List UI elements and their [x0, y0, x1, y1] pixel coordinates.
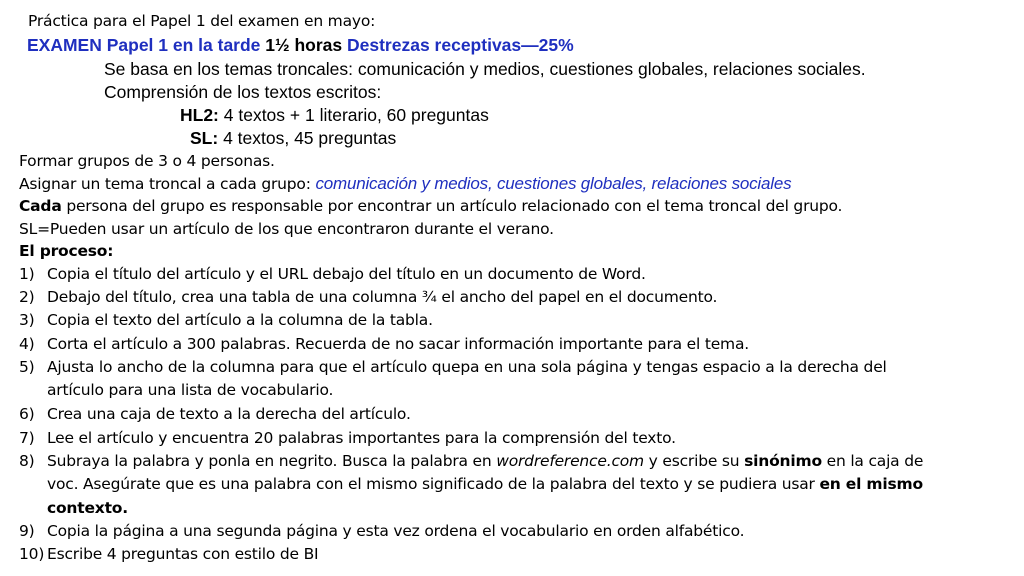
step-number: 3) [19, 311, 35, 329]
assign-topics: comunicación y medios, cuestiones globales, relaciones sociales [315, 174, 792, 193]
step-10 [19, 543, 318, 566]
sl-line [190, 127, 396, 150]
exam-title-duration: 1½ horas [265, 35, 347, 55]
mismo-bold: en el mismo [819, 475, 923, 493]
step-text: Crea una caja de texto a la derecha del artículo. [47, 405, 411, 423]
step-5 [19, 356, 887, 379]
step-number: 5) [19, 358, 35, 376]
cada-rest: persona del grupo es responsable por encontrar un artículo relacionado con el tema troncal del grupo. [61, 197, 843, 215]
step-2 [19, 286, 717, 309]
step-number: 8) [19, 452, 35, 470]
cada-line [19, 195, 842, 218]
step-text: voc. Asegúrate que es una palabra con el mismo significado de la palabra del texto y se pudiera usar [47, 475, 820, 493]
step-text: Copia el título del artículo y el URL debajo del título en un documento de Word. [47, 265, 646, 283]
step-7 [19, 427, 676, 450]
exam-title-part1: EXAMEN Papel 1 en la tarde [27, 35, 266, 55]
step-3 [19, 309, 433, 332]
step-text: Subraya la palabra y ponla en negrito. Busca la palabra en [47, 452, 497, 470]
step-text: Lee el artículo y encuentra 20 palabras importantes para la comprensión del texto. [47, 429, 676, 447]
sl-note: SL=Pueden usar un artículo de los que encontraron durante el verano. [19, 220, 554, 238]
cada-bold: Cada [19, 197, 62, 215]
comprehension-line: Comprensión de los textos escritos: [104, 82, 382, 102]
step-6 [19, 403, 411, 426]
sl-label: SL: [190, 128, 219, 148]
step-1 [19, 263, 646, 286]
exam-title-skills: Destrezas receptivas—25% [347, 35, 574, 55]
step-text: Corta el artículo a 300 palabras. Recuerda de no sacar información importante para el tema. [47, 335, 749, 353]
practice-line: Práctica para el Papel 1 del examen en mayo: [28, 12, 376, 30]
hl2-label: HL2: [180, 105, 219, 125]
step-text: y escribe su [643, 452, 745, 470]
groups-line: Formar grupos de 3 o 4 personas. [19, 152, 275, 170]
assign-line [19, 172, 791, 196]
step-9 [19, 520, 744, 543]
step-number: 4) [19, 335, 35, 353]
step-number: 1) [19, 265, 35, 283]
step-number: 9) [19, 522, 35, 540]
sl-text: 4 textos, 45 preguntas [218, 128, 397, 148]
step-text: en la caja de [821, 452, 924, 470]
step-number: 7) [19, 429, 35, 447]
step-text: Copia el texto del artículo a la columna de la tabla. [47, 311, 433, 329]
step-8 [19, 450, 923, 473]
step-text: Ajusta lo ancho de la columna para que el artículo quepa en una sola página y tengas espacio a la derecha del [47, 358, 887, 376]
wordreference-link-text: wordreference.com [496, 452, 644, 470]
hl2-text: 4 textos + 1 literario, 60 preguntas [218, 105, 489, 125]
step-4 [19, 333, 749, 356]
hl2-line [180, 104, 489, 127]
step-8-continuation-2: contexto. [47, 499, 128, 517]
step-number: 2) [19, 288, 35, 306]
step-number: 6) [19, 405, 35, 423]
process-heading: El proceso: [19, 242, 114, 260]
step-text: Debajo del título, crea una tabla de una columna ¾ el ancho del papel en el documento. [47, 288, 718, 306]
sinonimo-bold: sinónimo [744, 452, 822, 470]
topics-line: Se basa en los temas troncales: comunicación y medios, cuestiones globales, relaciones sociales. [104, 59, 866, 79]
exam-title [27, 34, 574, 57]
step-text: Copia la página a una segunda página y esta vez ordena el vocabulario en orden alfabético. [47, 522, 745, 540]
step-text: Escribe 4 preguntas con estilo de BI [47, 545, 319, 563]
step-5-continuation: artículo para una lista de vocabulario. [47, 381, 334, 399]
step-number: 10) [19, 545, 45, 563]
step-8-continuation [47, 473, 923, 496]
assign-prefix: Asignar un tema troncal a cada grupo: [19, 175, 316, 193]
